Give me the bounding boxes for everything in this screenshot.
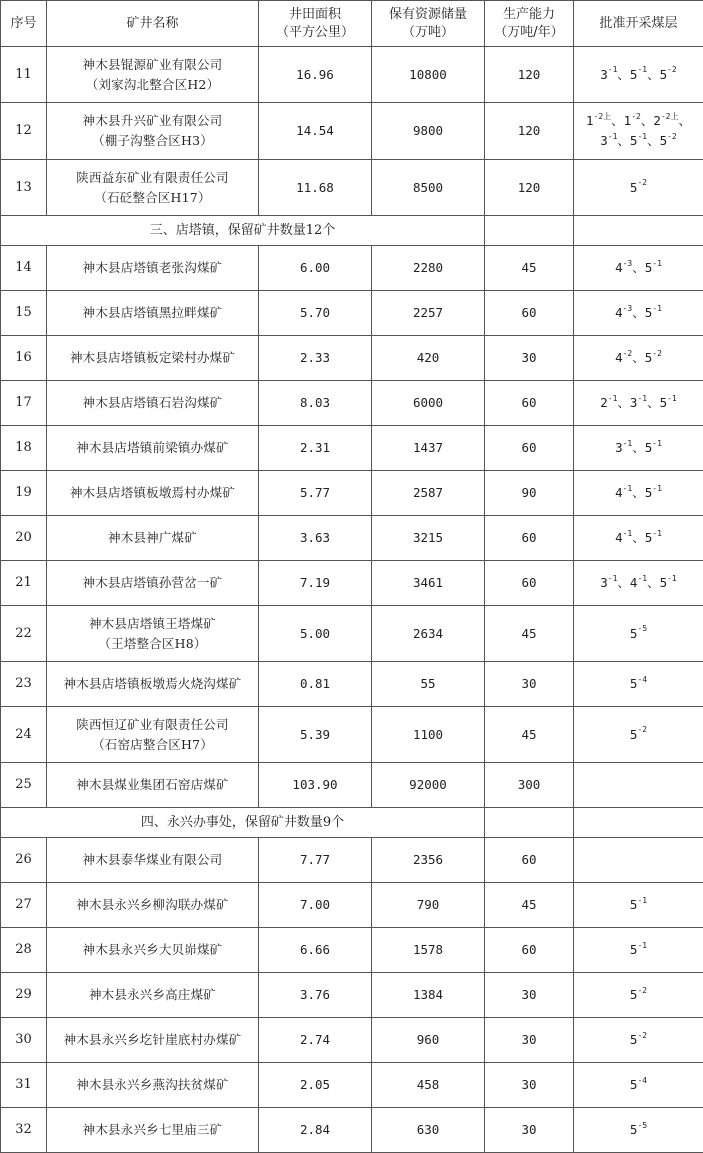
reserves: 6000 <box>372 381 485 426</box>
mine-name <box>47 246 259 291</box>
seam-sub-index: -5 <box>637 1121 647 1130</box>
coal-seams <box>574 381 703 426</box>
seam-base: 、5 <box>632 305 652 320</box>
mine-name-line: 神木县店塔镇孙营岔一矿 <box>49 573 256 593</box>
coal-seams <box>574 47 703 103</box>
seam-sub-index: -3 <box>623 259 633 268</box>
mine-name <box>47 291 259 336</box>
mine-name-line: （刘家沟北整合区H2） <box>49 75 256 95</box>
reserves: 2280 <box>372 246 485 291</box>
header-reserves: 保有资源储量 （万吨） <box>372 1 485 47</box>
field-area: 5.00 <box>259 606 372 662</box>
seam-line <box>576 483 701 503</box>
reserves: 1578 <box>372 928 485 973</box>
capacity: 300 <box>485 763 574 808</box>
seam-sub-index: -2 <box>637 725 647 734</box>
mine-name-line: 神木县店塔镇王塔煤矿 <box>49 614 256 634</box>
capacity: 120 <box>485 47 574 103</box>
seam-base: 、5 <box>632 530 652 545</box>
field-area: 5.39 <box>259 707 372 763</box>
field-area: 2.31 <box>259 426 372 471</box>
mine-name-line: 神木县永兴乡七里庙三矿 <box>49 1120 256 1140</box>
seam-base: 、5 <box>632 350 652 365</box>
seam-sub-index: -2上 <box>661 112 679 121</box>
seam-sub-index: -1 <box>623 529 633 538</box>
capacity: 60 <box>485 516 574 561</box>
table-row <box>1 426 703 471</box>
row-index: 28 <box>1 928 47 973</box>
mine-name-line: 神木县永兴乡柳沟联办煤矿 <box>49 895 256 915</box>
reserves: 10800 <box>372 47 485 103</box>
row-index: 23 <box>1 662 47 707</box>
seam-sub-index: -1 <box>637 574 647 583</box>
seam-line <box>576 258 701 278</box>
seam-sub-index: -1 <box>608 132 618 141</box>
empty-cell <box>574 808 703 838</box>
seam-base: 、5 <box>632 485 652 500</box>
table-body <box>1 47 703 1153</box>
capacity: 45 <box>485 707 574 763</box>
mine-name <box>47 336 259 381</box>
mine-name <box>47 606 259 662</box>
table-row <box>1 662 703 707</box>
field-area: 6.66 <box>259 928 372 973</box>
field-area: 5.77 <box>259 471 372 516</box>
coal-seams <box>574 103 703 160</box>
table-row <box>1 246 703 291</box>
table-row <box>1 883 703 928</box>
capacity: 30 <box>485 1018 574 1063</box>
seam-line <box>576 348 701 368</box>
reserves: 1384 <box>372 973 485 1018</box>
seam-sub-index: -1 <box>623 439 633 448</box>
row-index: 20 <box>1 516 47 561</box>
reserves: 2587 <box>372 471 485 516</box>
seam-line <box>576 111 701 131</box>
table-row <box>1 763 703 808</box>
seam-base: 3 <box>600 133 608 148</box>
mine-name-line: 神木县煤业集团石窑店煤矿 <box>49 775 256 795</box>
coal-seams <box>574 883 703 928</box>
table-row <box>1 707 703 763</box>
seam-base: 、5 <box>617 67 637 82</box>
seam-sub-index: -1 <box>637 896 647 905</box>
reserves: 3461 <box>372 561 485 606</box>
seam-base: 4 <box>615 530 623 545</box>
coal-seams <box>574 763 703 808</box>
seam-sub-index: -1 <box>637 65 647 74</box>
field-area: 0.81 <box>259 662 372 707</box>
seam-sub-index: -1 <box>652 484 662 493</box>
row-index: 27 <box>1 883 47 928</box>
mine-name <box>47 707 259 763</box>
row-index: 31 <box>1 1063 47 1108</box>
reserves: 55 <box>372 662 485 707</box>
empty-cell <box>574 216 703 246</box>
coal-seams <box>574 606 703 662</box>
mine-name <box>47 1063 259 1108</box>
header-seams: 批准开采煤层 <box>574 1 703 47</box>
seam-sub-index: -1 <box>667 394 677 403</box>
coal-seams <box>574 291 703 336</box>
section-row <box>1 216 703 246</box>
table-row <box>1 291 703 336</box>
coal-seams <box>574 1108 703 1153</box>
header-capacity: 生产能力 （万吨/年） <box>485 1 574 47</box>
reserves: 2257 <box>372 291 485 336</box>
seam-line <box>576 438 701 458</box>
capacity: 60 <box>485 838 574 883</box>
mine-name <box>47 973 259 1018</box>
seam-sub-index: -1 <box>652 259 662 268</box>
seam-base: 5 <box>630 897 638 912</box>
mine-name <box>47 471 259 516</box>
seam-line <box>576 624 701 644</box>
field-area: 14.54 <box>259 103 372 160</box>
mine-name-line: （棚子沟整合区H3） <box>49 131 256 151</box>
mine-name-line: 神木县锟源矿业有限公司 <box>49 55 256 75</box>
seam-sub-index: -2 <box>652 349 662 358</box>
seam-sub-index: -1 <box>652 529 662 538</box>
section-title: 四、永兴办事处，保留矿井数量9个 <box>1 808 485 838</box>
seam-base: 、2 <box>641 113 661 128</box>
table-row <box>1 471 703 516</box>
mine-name-line: 神木县永兴乡燕沟扶贫煤矿 <box>49 1075 256 1095</box>
seam-sub-index: -1 <box>637 394 647 403</box>
header-index: 序号 <box>1 1 47 47</box>
table-row <box>1 47 703 103</box>
seam-sub-index: -2 <box>631 112 641 121</box>
seam-base: 2 <box>600 395 608 410</box>
seam-line <box>576 131 701 151</box>
mine-name <box>47 561 259 606</box>
coal-seams <box>574 1018 703 1063</box>
seam-base: 5 <box>630 942 638 957</box>
seam-line <box>576 1075 701 1095</box>
mine-name-line: 神木县店塔镇前梁镇办煤矿 <box>49 438 256 458</box>
capacity: 60 <box>485 291 574 336</box>
seam-base: 、5 <box>632 440 652 455</box>
seam-line <box>576 1120 701 1140</box>
table-row <box>1 606 703 662</box>
coal-seams <box>574 516 703 561</box>
field-area: 103.90 <box>259 763 372 808</box>
seam-sub-index: -3 <box>623 304 633 313</box>
table-row <box>1 336 703 381</box>
field-area: 3.76 <box>259 973 372 1018</box>
table-row <box>1 928 703 973</box>
field-area: 7.00 <box>259 883 372 928</box>
field-area: 2.74 <box>259 1018 372 1063</box>
mine-name-line: 神木县店塔镇板定梁村办煤矿 <box>49 348 256 368</box>
seam-base: 5 <box>630 676 638 691</box>
seam-sub-index: -1 <box>608 574 618 583</box>
seam-base: 5 <box>630 626 638 641</box>
coal-seams <box>574 973 703 1018</box>
seam-sub-index: -2上 <box>594 112 612 121</box>
seam-line <box>576 528 701 548</box>
mine-name <box>47 1108 259 1153</box>
section-row <box>1 808 703 838</box>
row-index: 13 <box>1 160 47 216</box>
capacity: 45 <box>485 883 574 928</box>
field-area: 3.63 <box>259 516 372 561</box>
reserves: 458 <box>372 1063 485 1108</box>
row-index: 15 <box>1 291 47 336</box>
mine-name-line: 神木县泰华煤业有限公司 <box>49 850 256 870</box>
seam-sub-index: -1 <box>608 394 618 403</box>
header-area: 井田面积 （平方公里） <box>259 1 372 47</box>
seam-base: 、5 <box>647 67 667 82</box>
seam-line <box>576 674 701 694</box>
mine-name-line: 神木县店塔镇老张沟煤矿 <box>49 258 256 278</box>
seam-line <box>576 303 701 323</box>
seam-base: 1 <box>586 113 594 128</box>
seam-line <box>576 940 701 960</box>
mine-name <box>47 516 259 561</box>
coal-seams <box>574 426 703 471</box>
seam-base: 、5 <box>647 575 667 590</box>
table-row <box>1 1063 703 1108</box>
reserves: 3215 <box>372 516 485 561</box>
seam-base: 、5 <box>617 133 637 148</box>
mine-name-line: 陕西恒辽矿业有限责任公司 <box>49 715 256 735</box>
reserves: 92000 <box>372 763 485 808</box>
row-index: 18 <box>1 426 47 471</box>
row-index: 16 <box>1 336 47 381</box>
seam-sub-index: -2 <box>667 65 677 74</box>
empty-cell <box>485 216 574 246</box>
seam-line <box>576 178 701 198</box>
mine-name <box>47 838 259 883</box>
seam-base: 4 <box>615 305 623 320</box>
seam-sub-index: -2 <box>623 349 633 358</box>
coal-seams <box>574 471 703 516</box>
seam-sub-index: -1 <box>623 484 633 493</box>
seam-sub-index: -2 <box>637 986 647 995</box>
coal-seams <box>574 707 703 763</box>
capacity: 90 <box>485 471 574 516</box>
mine-name-line: 神木县永兴乡大贝峁煤矿 <box>49 940 256 960</box>
capacity: 30 <box>485 1108 574 1153</box>
field-area: 2.33 <box>259 336 372 381</box>
seam-sub-index: -2 <box>637 1031 647 1040</box>
mine-name-line: 神木县店塔镇板墩焉火烧沟煤矿 <box>49 674 256 694</box>
table-row <box>1 516 703 561</box>
row-index: 22 <box>1 606 47 662</box>
section-title: 三、店塔镇，保留矿井数量12个 <box>1 216 485 246</box>
mine-name-line: （王塔整合区H8） <box>49 634 256 654</box>
reserves: 1100 <box>372 707 485 763</box>
seam-base: 5 <box>630 1077 638 1092</box>
row-index: 25 <box>1 763 47 808</box>
seam-base: 、3 <box>617 395 637 410</box>
field-area: 16.96 <box>259 47 372 103</box>
capacity: 30 <box>485 336 574 381</box>
seam-line <box>576 725 701 745</box>
row-index: 11 <box>1 47 47 103</box>
capacity: 30 <box>485 662 574 707</box>
capacity: 120 <box>485 103 574 160</box>
seam-line <box>576 393 701 413</box>
mine-name <box>47 928 259 973</box>
reserves: 1437 <box>372 426 485 471</box>
seam-sub-index: -1 <box>667 574 677 583</box>
capacity: 120 <box>485 160 574 216</box>
mine-name-line: 神木县永兴乡高庄煤矿 <box>49 985 256 1005</box>
reserves: 2356 <box>372 838 485 883</box>
mine-name <box>47 160 259 216</box>
reserves: 9800 <box>372 103 485 160</box>
mine-name <box>47 103 259 160</box>
table-row <box>1 973 703 1018</box>
row-index: 32 <box>1 1108 47 1153</box>
table-row <box>1 160 703 216</box>
mine-name <box>47 662 259 707</box>
mine-name-line: 神木县店塔镇板墩焉村办煤矿 <box>49 483 256 503</box>
seam-sub-index: -1 <box>637 132 647 141</box>
mine-name <box>47 1018 259 1063</box>
table-row <box>1 381 703 426</box>
seam-base: 5 <box>630 180 638 195</box>
coal-seams <box>574 246 703 291</box>
seam-base: 5 <box>630 727 638 742</box>
seam-base: 、5 <box>632 260 652 275</box>
capacity: 30 <box>485 973 574 1018</box>
field-area: 2.05 <box>259 1063 372 1108</box>
seam-line <box>576 985 701 1005</box>
coal-seams <box>574 561 703 606</box>
capacity: 30 <box>485 1063 574 1108</box>
coal-seams <box>574 1063 703 1108</box>
seam-line <box>576 1030 701 1050</box>
header-row <box>1 1 703 47</box>
mine-name <box>47 883 259 928</box>
field-area: 8.03 <box>259 381 372 426</box>
seam-base: 5 <box>630 1032 638 1047</box>
reserves: 630 <box>372 1108 485 1153</box>
seam-base: 、5 <box>647 395 667 410</box>
mine-name-line: 神木县神广煤矿 <box>49 528 256 548</box>
row-index: 30 <box>1 1018 47 1063</box>
seam-base: 4 <box>615 485 623 500</box>
table-row <box>1 1108 703 1153</box>
coal-seams <box>574 838 703 883</box>
coal-seams <box>574 662 703 707</box>
seam-sub-index: -4 <box>637 675 647 684</box>
seam-sub-index: -4 <box>637 1076 647 1085</box>
mine-name-line: 神木县店塔镇黑拉畔煤矿 <box>49 303 256 323</box>
seam-base: 、 <box>679 113 692 128</box>
mine-name-line: 神木县永兴乡圪针崖底村办煤矿 <box>49 1030 256 1050</box>
mine-name-line: （石窑店整合区H7） <box>49 735 256 755</box>
capacity: 60 <box>485 426 574 471</box>
capacity: 60 <box>485 928 574 973</box>
mine-name <box>47 763 259 808</box>
seam-sub-index: -1 <box>637 941 647 950</box>
field-area: 6.00 <box>259 246 372 291</box>
row-index: 24 <box>1 707 47 763</box>
seam-sub-index: -1 <box>652 304 662 313</box>
seam-base: 、4 <box>617 575 637 590</box>
seam-base: 3 <box>615 440 623 455</box>
mine-name <box>47 426 259 471</box>
mine-name-line: 神木县升兴矿业有限公司 <box>49 111 256 131</box>
row-index: 26 <box>1 838 47 883</box>
seam-sub-index: -5 <box>637 624 647 633</box>
coal-seams <box>574 160 703 216</box>
field-area: 11.68 <box>259 160 372 216</box>
seam-base: 5 <box>630 1122 638 1137</box>
row-index: 12 <box>1 103 47 160</box>
row-index: 29 <box>1 973 47 1018</box>
table-row <box>1 838 703 883</box>
seam-base: 、1 <box>611 113 631 128</box>
table-row <box>1 1018 703 1063</box>
seam-line <box>576 65 701 85</box>
mine-name <box>47 47 259 103</box>
capacity: 60 <box>485 561 574 606</box>
mine-name-line: 神木县店塔镇石岩沟煤矿 <box>49 393 256 413</box>
capacity: 45 <box>485 246 574 291</box>
reserves: 420 <box>372 336 485 381</box>
seam-sub-index: -2 <box>637 178 647 187</box>
capacity: 60 <box>485 381 574 426</box>
row-index: 21 <box>1 561 47 606</box>
row-index: 19 <box>1 471 47 516</box>
seam-sub-index: -2 <box>667 132 677 141</box>
seam-base: 3 <box>600 575 608 590</box>
reserves: 2634 <box>372 606 485 662</box>
mine-name-line: （石砭整合区H17） <box>49 188 256 208</box>
reserves: 960 <box>372 1018 485 1063</box>
seam-line <box>576 573 701 593</box>
seam-line <box>576 895 701 915</box>
mine-name-line: 陕西益东矿业有限责任公司 <box>49 168 256 188</box>
field-area: 7.19 <box>259 561 372 606</box>
seam-sub-index: -1 <box>652 439 662 448</box>
seam-sub-index: -1 <box>608 65 618 74</box>
reserves: 790 <box>372 883 485 928</box>
table-row <box>1 103 703 160</box>
row-index: 14 <box>1 246 47 291</box>
mine-name <box>47 381 259 426</box>
coal-seams <box>574 928 703 973</box>
reserves: 8500 <box>372 160 485 216</box>
table-row <box>1 561 703 606</box>
seam-base: 5 <box>630 987 638 1002</box>
seam-base: 4 <box>615 260 623 275</box>
seam-base: 4 <box>615 350 623 365</box>
field-area: 5.70 <box>259 291 372 336</box>
field-area: 7.77 <box>259 838 372 883</box>
seam-base: 3 <box>600 67 608 82</box>
seam-base: 、5 <box>647 133 667 148</box>
coal-seams <box>574 336 703 381</box>
capacity: 45 <box>485 606 574 662</box>
header-name: 矿井名称 <box>47 1 259 47</box>
empty-cell <box>485 808 574 838</box>
row-index: 17 <box>1 381 47 426</box>
field-area: 2.84 <box>259 1108 372 1153</box>
